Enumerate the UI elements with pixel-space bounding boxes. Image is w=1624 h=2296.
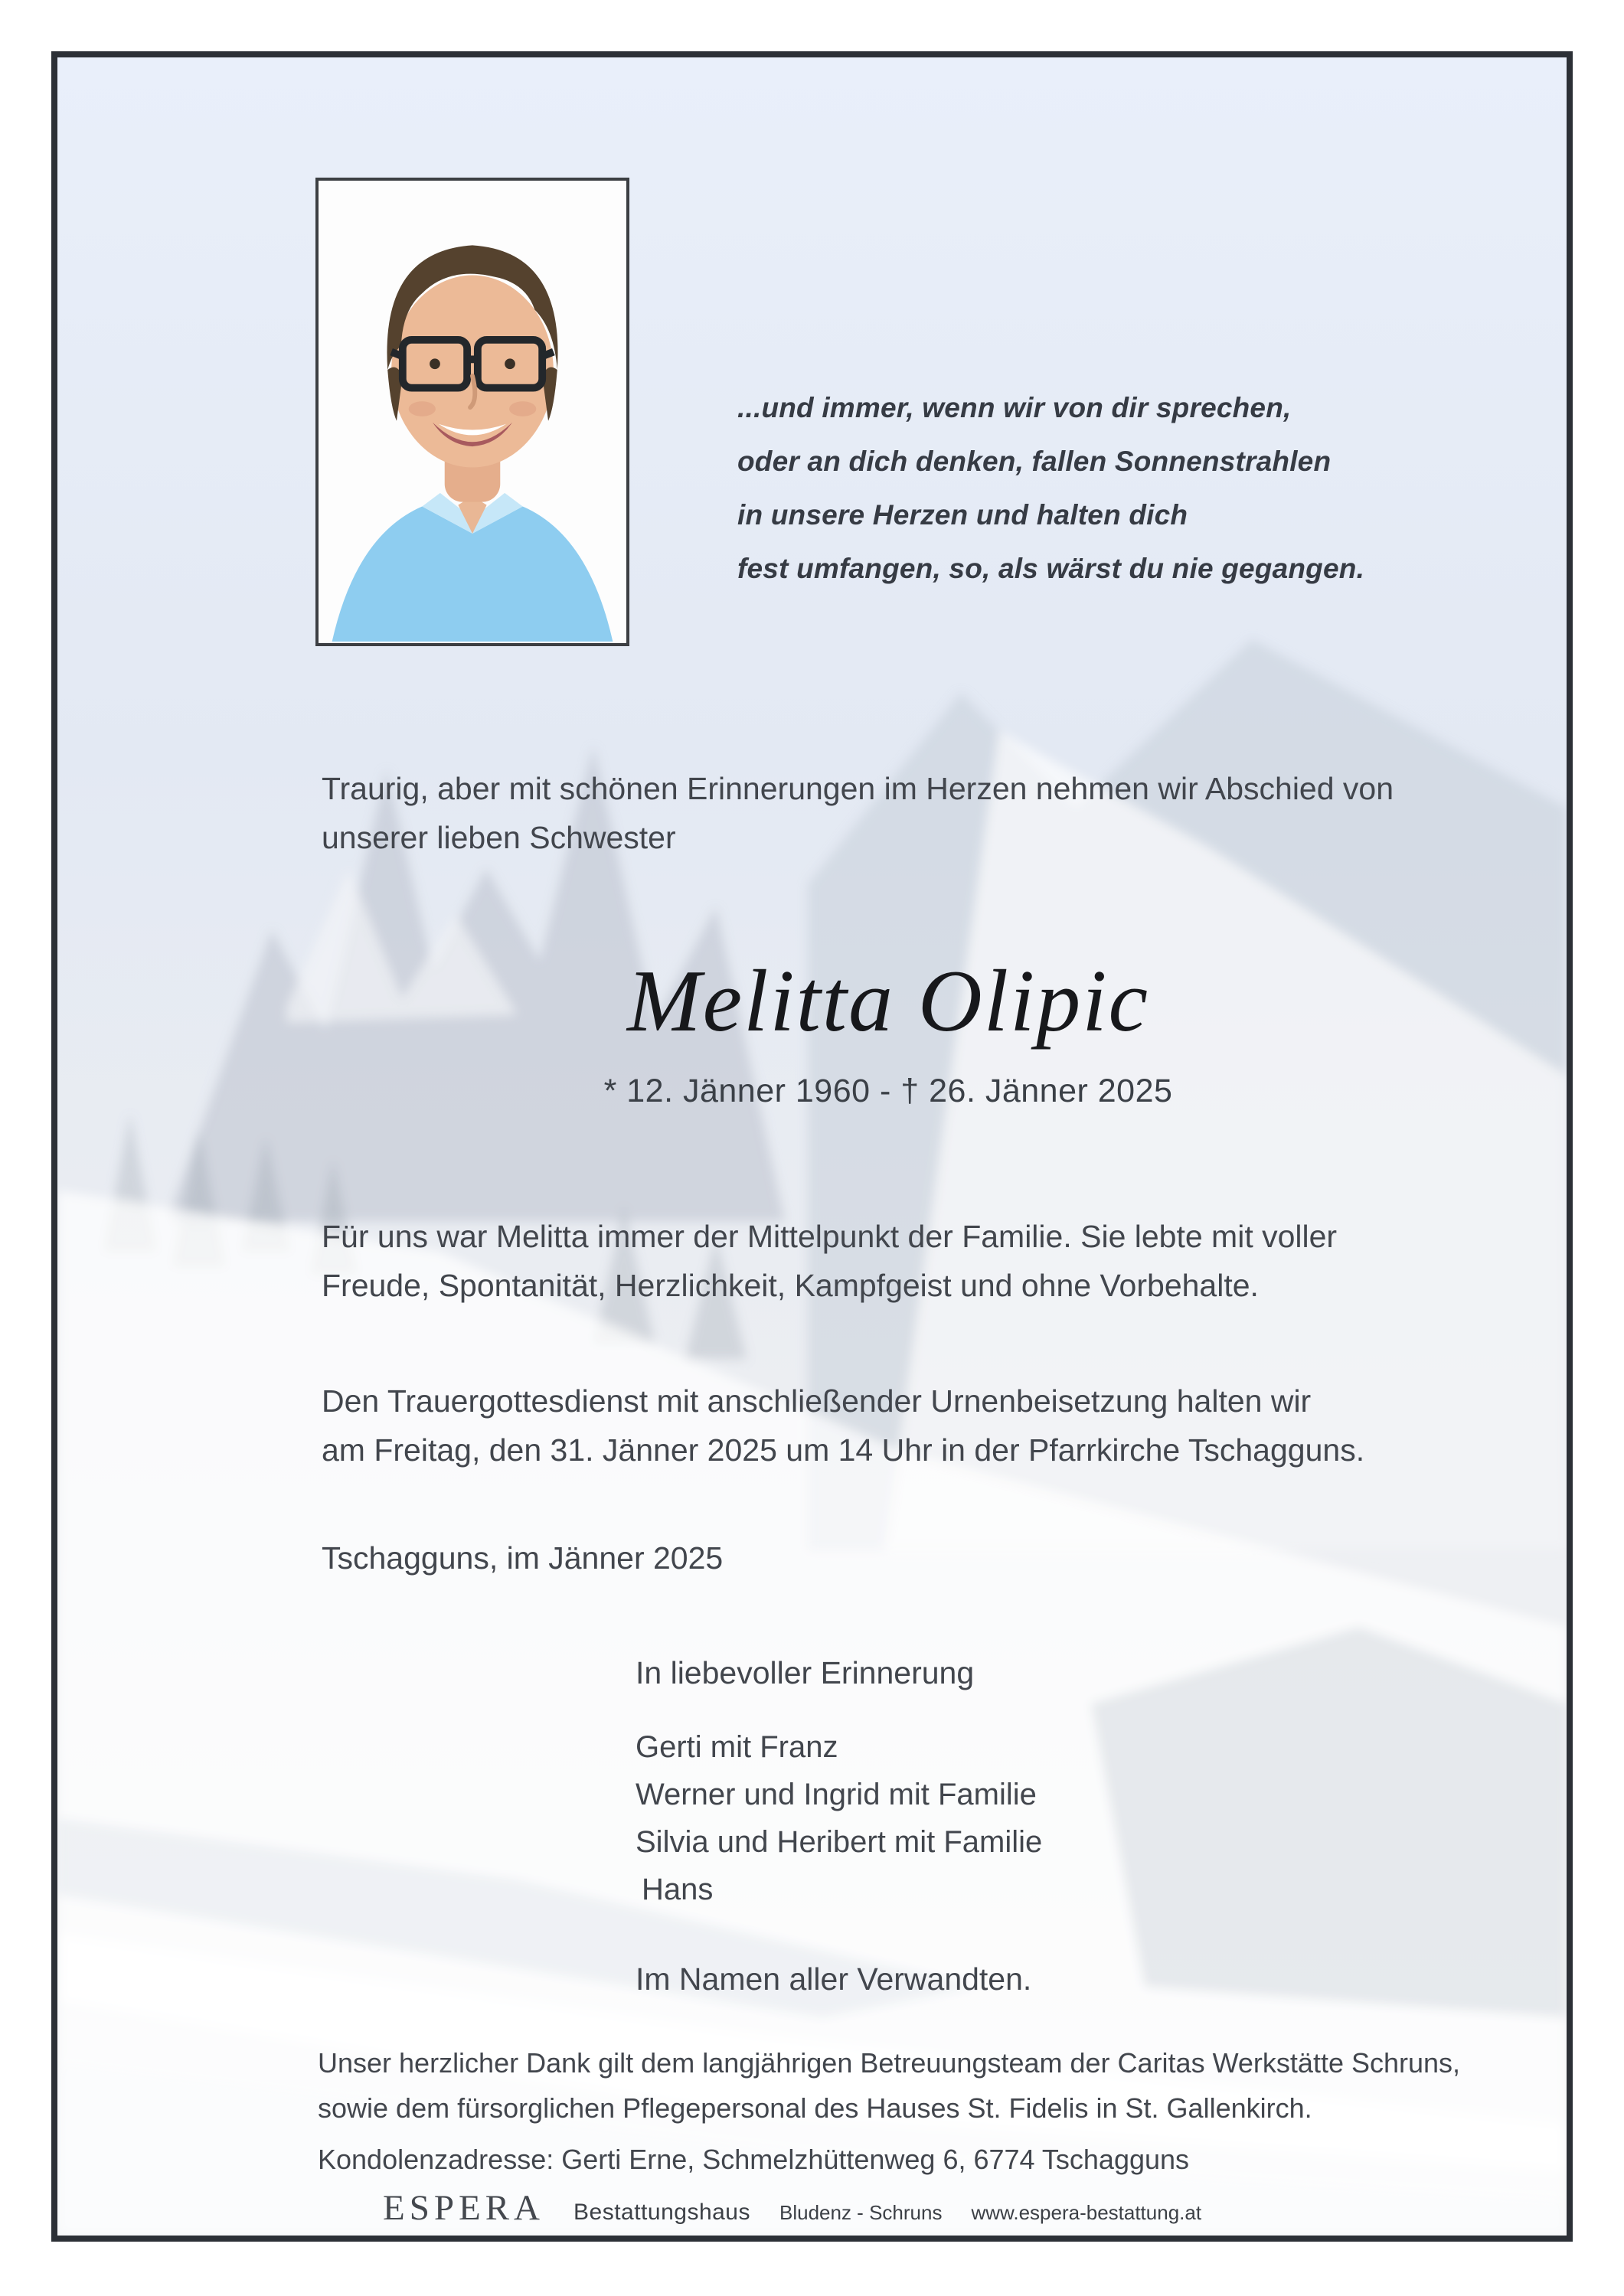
deceased-name: Melitta Olipic (627, 952, 1149, 1050)
remembrance-heading: In liebevoller Erinnerung (636, 1655, 975, 1690)
poem-line: ...und immer, wenn wir von dir sprechen, (737, 392, 1292, 423)
mourner-entry: Hans (642, 1873, 714, 1906)
funeral-home-type: Bestattungshaus (573, 2200, 750, 2225)
poem-line: oder an dich denken, fallen Sonnenstrahlen (737, 446, 1332, 477)
farewell-intro (322, 764, 1485, 862)
notice-frame (51, 51, 1573, 2242)
mourners-list (636, 1723, 1325, 1913)
portrait-illustration (319, 181, 626, 643)
intro-line: unserer lieben Schwester (322, 820, 676, 855)
memorial-poem (737, 381, 1396, 596)
place-date-line: Tschagguns, im Jänner 2025 (322, 1540, 724, 1576)
funeral-home-brand: ESPERA (383, 2188, 544, 2228)
service-line: am Freitag, den 31. Jänner 2025 um 14 Uhr in der Pfarrkirche Tschagguns. (322, 1432, 1365, 1468)
relatives-closing: Im Namen aller Verwandten. (636, 1961, 1032, 1997)
portrait-photo (315, 178, 629, 646)
funeral-home-website: www.espera-bestattung.at (971, 2201, 1202, 2224)
life-dates: * 12. Jänner 1960 - † 26. Jänner 2025 (603, 1073, 1173, 1109)
thanks-paragraph (318, 2040, 1512, 2131)
funeral-home-footer (383, 2187, 1455, 2229)
service-paragraph (322, 1377, 1485, 1475)
mourner-entry: Werner und Ingrid mit Familie (636, 1778, 1037, 1811)
intro-line: Traurig, aber mit schönen Erinnerungen im Herzen nehmen wir Abschied von (322, 771, 1394, 806)
service-line: Den Trauergottesdienst mit anschließender Urnenbeisetzung halten wir (322, 1383, 1312, 1419)
mourner-entry: Gerti mit Franz (636, 1730, 838, 1764)
thanks-line: Unser herzlicher Dank gilt dem langjährigen Betreuungsteam der Caritas Werkstätte Schruns, (318, 2047, 1461, 2079)
mourner-entry: Silvia und Heribert mit Familie (636, 1825, 1043, 1859)
deceased-block (322, 952, 1455, 1110)
tribute-paragraph (322, 1212, 1485, 1310)
thanks-line: sowie dem fürsorglichen Pflegepersonal des Hauses St. Fidelis in St. Gallenkirch. (318, 2092, 1312, 2124)
poem-line: in unsere Herzen und halten dich (737, 499, 1188, 531)
tribute-line: Freude, Spontanität, Herzlichkeit, Kampfgeist und ohne Vorbehalte. (322, 1268, 1259, 1303)
funeral-home-locations: Bludenz - Schruns (779, 2201, 943, 2224)
condolence-address: Kondolenzadresse: Gerti Erne, Schmelzhüttenweg 6, 6774 Tschagguns (318, 2144, 1190, 2175)
tribute-line: Für uns war Melitta immer der Mittelpunkt der Familie. Sie lebte mit voller (322, 1219, 1338, 1254)
poem-line: fest umfangen, so, als wärst du nie gegangen. (737, 553, 1365, 584)
